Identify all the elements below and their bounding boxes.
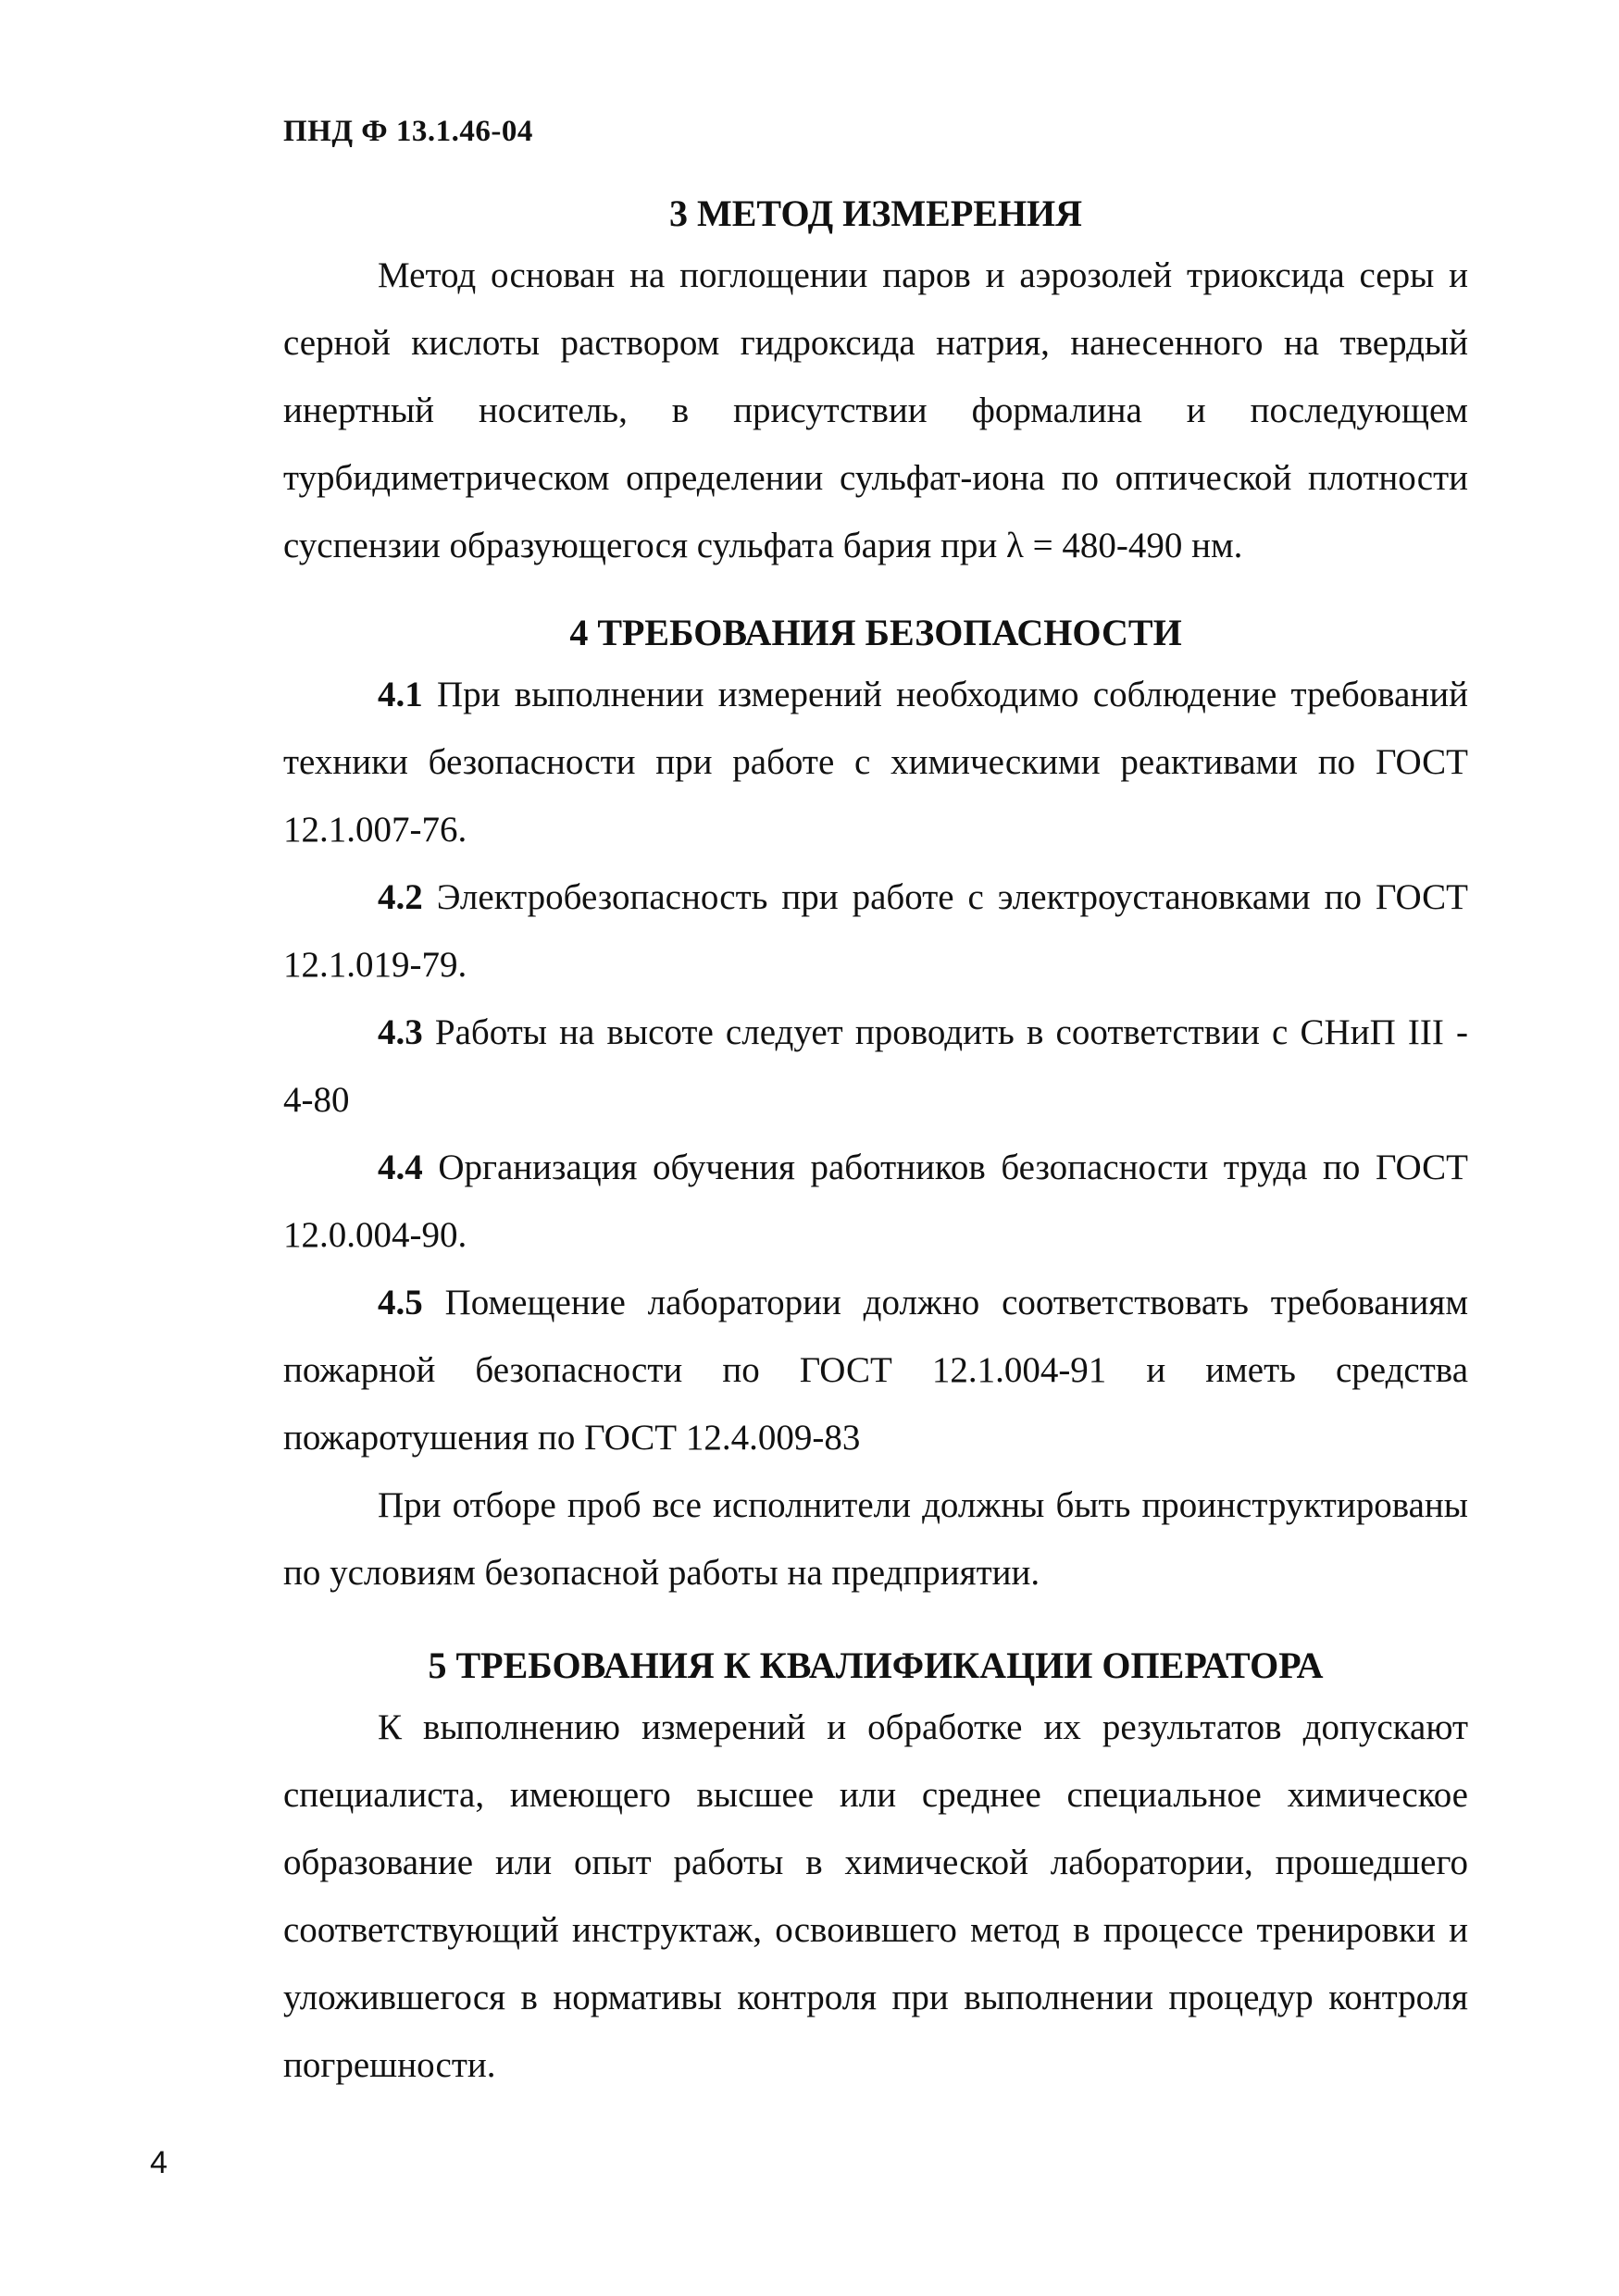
page-number: 4 xyxy=(150,2145,168,2180)
page-content xyxy=(283,190,1468,2099)
item-text: Электробезопасность при работе с электроустановками по ГОСТ 12.1.019-79. xyxy=(283,877,1469,985)
section-3-heading: 3 МЕТОД ИЗМЕРЕНИЯ xyxy=(668,192,1083,234)
item-number: 4.5 xyxy=(378,1283,423,1322)
item-number: 4.3 xyxy=(378,1012,423,1052)
section-5-heading: 5 ТРЕБОВАНИЯ К КВАЛИФИКАЦИИ ОПЕРАТОРА xyxy=(428,1644,1324,1686)
section-5-paragraph: К выполнению измерений и обработке их результатов допускают специалиста, имеющего высшее или среднее специальное химическое образование или опыт работы в химической лаборатории, прошедшего соответствующий инструктаж, освоившего метод в процессе тренировки и уложившегося в нормативы контроля при выполнении процедур контроля погрешности. xyxy=(283,1707,1468,2085)
document-code: ПНД Ф 13.1.46-04 xyxy=(283,115,533,148)
section-4-item-1 xyxy=(283,661,1468,863)
section-4-item-4 xyxy=(283,1134,1468,1269)
section-4-closing: При отборе проб все исполнители должны быть проинструктированы по условиям безопасной работы на предприятии. xyxy=(283,1485,1468,1593)
item-number: 4.1 xyxy=(378,675,423,714)
section-4-item-3 xyxy=(283,999,1468,1134)
section-4-item-5 xyxy=(283,1269,1468,1471)
section-3-paragraph: Метод основан на поглощении паров и аэрозолей триоксида серы и серной кислоты раствором гидроксида натрия, нанесенного на твердый инертный носитель, в присутствии формалина и последующем турбидиметрическом определении сульфат-иона по оптической плотности суспензии образующегося сульфата бария при λ = 480-490 нм. xyxy=(283,255,1468,565)
item-text: Организация обучения работников безопасности труда по ГОСТ 12.0.004-90. xyxy=(283,1148,1468,1255)
section-4-heading: 4 ТРЕБОВАНИЯ БЕЗОПАСНОСТИ xyxy=(569,612,1182,653)
item-text: Работы на высоте следует проводить в соответствии с СНиП III - 4-80 xyxy=(283,1012,1469,1120)
section-4-item-2 xyxy=(283,863,1468,999)
item-text: При выполнении измерений необходимо соблюдение требований техники безопасности при работе с химическими реактивами по ГОСТ 12.1.007-76. xyxy=(283,675,1469,850)
item-number: 4.4 xyxy=(378,1148,423,1187)
item-text: Помещение лаборатории должно соответствовать требованиям пожарной безопасности по ГОСТ 12.1.004-91 и иметь средства пожаротушения по ГОСТ 12.4.009-83 xyxy=(283,1283,1469,1458)
item-number: 4.2 xyxy=(378,877,423,917)
